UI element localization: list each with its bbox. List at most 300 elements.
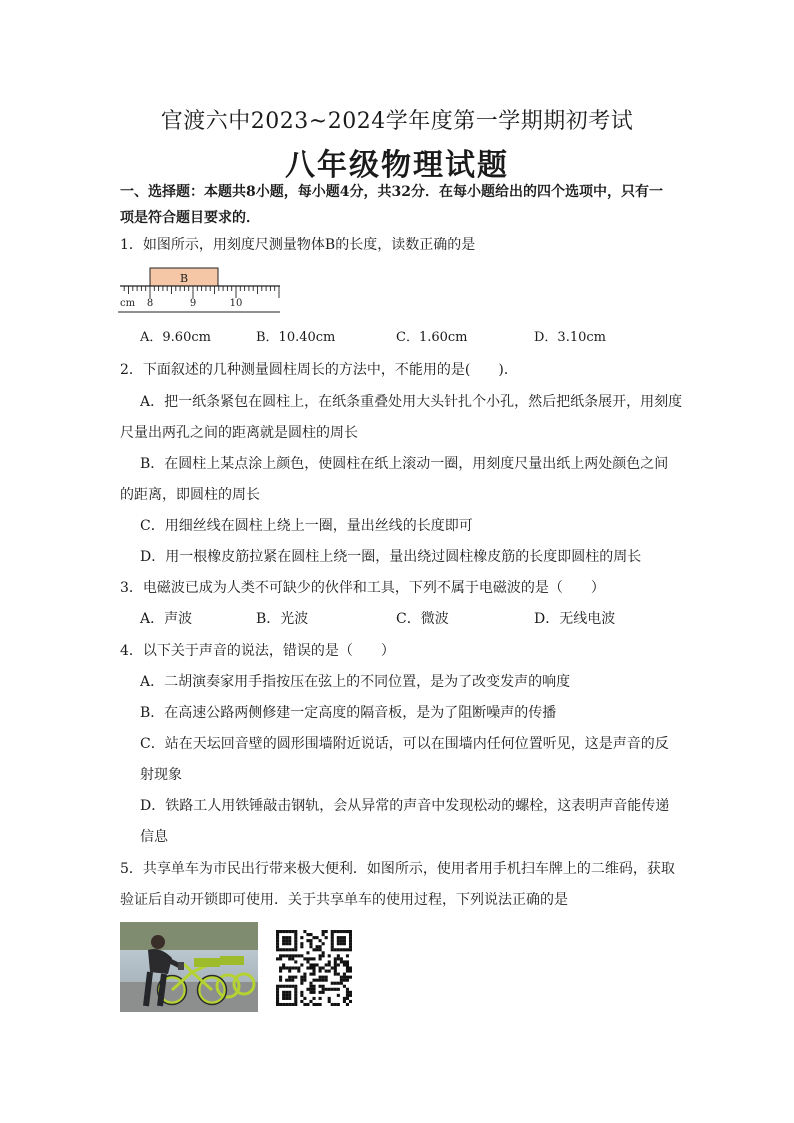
shared-bike-photo xyxy=(120,922,258,1012)
qr-module xyxy=(294,994,297,997)
qr-module xyxy=(276,957,279,960)
qr-module xyxy=(276,997,279,1000)
qr-module xyxy=(322,951,325,954)
qr-module xyxy=(279,970,282,973)
qr-module xyxy=(322,933,325,936)
qr-module xyxy=(331,966,334,969)
qr-module xyxy=(309,945,312,948)
qr-module xyxy=(276,991,279,994)
question-1-stem: 1．如图所示，用刻度尺测量物体B的长度，读数正确的是 xyxy=(120,237,476,253)
qr-module xyxy=(346,988,349,991)
qr-module xyxy=(285,939,288,942)
qr-module xyxy=(276,948,279,951)
qr-module xyxy=(294,991,297,994)
unit-label: cm xyxy=(120,298,136,309)
q4-option-c: C．站在天坛回音壁的圆形围墙附近说话，可以在围墙内任何位置听见，这是声音的反 xyxy=(140,736,669,752)
qr-module xyxy=(300,936,303,939)
qr-module xyxy=(325,930,328,933)
qr-module xyxy=(282,936,285,939)
qr-module xyxy=(294,1000,297,1003)
qr-module xyxy=(312,1003,315,1006)
q3-option-a: A．声波 xyxy=(140,611,193,627)
qr-module xyxy=(300,979,303,982)
qr-module xyxy=(328,997,331,1000)
qr-module xyxy=(349,939,352,942)
qr-module xyxy=(276,945,279,948)
qr-module xyxy=(309,982,312,985)
qr-module xyxy=(282,930,285,933)
qr-module xyxy=(340,979,343,982)
q1-option-b: B．10.40cm xyxy=(256,330,336,345)
q1-option-c: C．1.60cm xyxy=(396,330,468,345)
qr-module xyxy=(346,963,349,966)
qr-module xyxy=(334,988,337,991)
qr-module xyxy=(285,936,288,939)
qr-module xyxy=(343,997,346,1000)
qr-module xyxy=(309,973,312,976)
qr-module xyxy=(288,942,291,945)
qr-module xyxy=(319,957,322,960)
qr-module xyxy=(294,954,297,957)
qr-module xyxy=(276,930,279,933)
qr-module xyxy=(325,963,328,966)
qr-module xyxy=(346,960,349,963)
qr-module xyxy=(276,1003,279,1006)
qr-module xyxy=(328,970,331,973)
qr-module xyxy=(343,979,346,982)
qr-module xyxy=(316,945,319,948)
qr-module xyxy=(319,1003,322,1006)
tick-label-10: 10 xyxy=(229,298,243,309)
qr-module xyxy=(349,994,352,997)
qr-module xyxy=(282,948,285,951)
qr-module xyxy=(309,991,312,994)
qr-module xyxy=(322,991,325,994)
qr-module xyxy=(334,957,337,960)
qr-module xyxy=(312,936,315,939)
qr-module xyxy=(288,954,291,957)
qr-module xyxy=(343,948,346,951)
qr-module xyxy=(291,1003,294,1006)
qr-module xyxy=(303,957,306,960)
qr-module xyxy=(294,933,297,936)
q3-option-c: C．微波 xyxy=(396,611,449,627)
qr-module xyxy=(346,954,349,957)
qr-module xyxy=(276,988,279,991)
qr-module xyxy=(328,954,331,957)
qr-module xyxy=(291,948,294,951)
qr-module xyxy=(337,936,340,939)
qr-module xyxy=(331,948,334,951)
qr-module xyxy=(349,976,352,979)
qr-module xyxy=(291,957,294,960)
question-4-stem: 4．以下关于声音的说法，错误的是（ ） xyxy=(120,643,395,659)
qr-module xyxy=(319,985,322,988)
qr-module xyxy=(288,991,291,994)
qr-module xyxy=(346,930,349,933)
qr-module xyxy=(322,930,325,933)
qr-module xyxy=(322,966,325,969)
qr-module xyxy=(316,936,319,939)
qr-module xyxy=(343,936,346,939)
qr-module xyxy=(337,973,340,976)
qr-module xyxy=(312,997,315,1000)
qr-module xyxy=(285,930,288,933)
qr-module xyxy=(312,979,315,982)
qr-module xyxy=(325,970,328,973)
qr-module xyxy=(282,939,285,942)
qr-module xyxy=(306,988,309,991)
qr-module xyxy=(294,985,297,988)
qr-module xyxy=(294,939,297,942)
qr-module xyxy=(294,976,297,979)
qr-module xyxy=(319,970,322,973)
qr-module xyxy=(346,948,349,951)
qr-module xyxy=(309,985,312,988)
qr-module xyxy=(340,982,343,985)
q4-option-d-cont: 信息 xyxy=(140,829,168,845)
qr-module xyxy=(276,942,279,945)
qr-module xyxy=(340,936,343,939)
qr-module xyxy=(334,970,337,973)
qr-module xyxy=(297,954,300,957)
qr-module xyxy=(285,1003,288,1006)
qr-module xyxy=(334,973,337,976)
qr-module xyxy=(319,979,322,982)
qr-module xyxy=(349,1000,352,1003)
qr-module xyxy=(316,1003,319,1006)
qr-module xyxy=(306,951,309,954)
q3-option-d: D．无线电波 xyxy=(534,611,616,627)
qr-module xyxy=(288,939,291,942)
qr-module xyxy=(282,997,285,1000)
qr-module xyxy=(349,930,352,933)
qr-module xyxy=(337,957,340,960)
qr-module xyxy=(312,957,315,960)
qr-module xyxy=(319,945,322,948)
qr-module xyxy=(312,966,315,969)
qr-module xyxy=(349,942,352,945)
qr-module xyxy=(276,933,279,936)
qr-module xyxy=(276,994,279,997)
qr-module xyxy=(331,936,334,939)
qr-module xyxy=(319,948,322,951)
qr-module xyxy=(300,945,303,948)
qr-module xyxy=(279,966,282,969)
qr-module xyxy=(312,970,315,973)
qr-module xyxy=(276,985,279,988)
qr-module xyxy=(303,973,306,976)
qr-module xyxy=(340,957,343,960)
qr-module xyxy=(328,1000,331,1003)
qr-module xyxy=(279,976,282,979)
q4-option-c-cont: 射现象 xyxy=(140,767,182,783)
qr-module xyxy=(312,988,315,991)
qr-module xyxy=(349,970,352,973)
qr-module xyxy=(303,997,306,1000)
qr-module xyxy=(346,994,349,997)
qr-module xyxy=(282,994,285,997)
qr-module xyxy=(279,930,282,933)
qr-module xyxy=(337,988,340,991)
qr-module xyxy=(319,939,322,942)
qr-module xyxy=(331,933,334,936)
object-b-label: B xyxy=(179,272,189,285)
qr-module xyxy=(316,979,319,982)
qr-module xyxy=(334,948,337,951)
qr-module xyxy=(303,930,306,933)
qr-module xyxy=(343,960,346,963)
qr-module xyxy=(349,945,352,948)
qr-module xyxy=(340,976,343,979)
qr-module xyxy=(285,948,288,951)
q2-option-a-cont: 尺量出两孔之间的距离就是圆柱的周长 xyxy=(120,425,358,441)
qr-module xyxy=(331,939,334,942)
q3-option-b: B．光波 xyxy=(256,611,309,627)
qr-module xyxy=(297,966,300,969)
ruler-ticks xyxy=(124,286,279,298)
qr-module xyxy=(334,960,337,963)
section-heading: 一、选择题：本题共8小题，每小题4分，共32分．在每小题给出的四个选项中，只有一 xyxy=(120,184,663,200)
qr-module xyxy=(306,933,309,936)
qr-module xyxy=(337,954,340,957)
qr-module xyxy=(328,960,331,963)
qr-module xyxy=(285,997,288,1000)
qr-module xyxy=(331,1003,334,1006)
q4-option-a: A．二胡演奏家用手指按压在弦上的不同位置，是为了改变发声的响度 xyxy=(140,674,571,690)
qr-module xyxy=(294,966,297,969)
qr-module xyxy=(349,966,352,969)
qr-module xyxy=(337,942,340,945)
qr-module xyxy=(285,966,288,969)
qr-module xyxy=(294,936,297,939)
q2-option-a: A．把一纸条紧包在圆柱上，在纸条重叠处用大头针扎个小孔，然后把纸条展开，用刻度 xyxy=(140,394,683,410)
qr-module xyxy=(300,1000,303,1003)
qr-module xyxy=(288,970,291,973)
qr-module xyxy=(294,948,297,951)
qr-module xyxy=(312,948,315,951)
q2-option-c: C．用细丝线在圆柱上绕上一圈，量出丝线的长度即可 xyxy=(140,518,473,534)
qr-module xyxy=(322,976,325,979)
qr-module xyxy=(343,985,346,988)
qr-module xyxy=(300,991,303,994)
section-heading-cont: 项是符合题目要求的． xyxy=(120,210,260,226)
qr-module xyxy=(282,985,285,988)
qr-module xyxy=(334,966,337,969)
qr-module xyxy=(285,994,288,997)
qr-module xyxy=(300,942,303,945)
qr-module xyxy=(309,966,312,969)
qr-module xyxy=(349,948,352,951)
qr-module xyxy=(312,991,315,994)
qr-module xyxy=(316,948,319,951)
qr-module xyxy=(309,988,312,991)
qr-module xyxy=(288,976,291,979)
qr-module xyxy=(291,930,294,933)
qr-module xyxy=(328,963,331,966)
qr-module xyxy=(294,942,297,945)
qr-module xyxy=(306,957,309,960)
exam-header: 官渡六中2023~2024学年度第一学期期初考试 xyxy=(160,109,634,134)
qr-module xyxy=(346,966,349,969)
qr-module xyxy=(340,939,343,942)
q2-option-b: B．在圆柱上某点涂上颜色，使圆柱在纸上滚动一圈，用刻度尺量出纸上两处颜色之间 xyxy=(140,456,669,472)
qr-module xyxy=(337,939,340,942)
tick-label-8: 8 xyxy=(146,298,154,309)
qr-module xyxy=(309,942,312,945)
qr-module xyxy=(288,1003,291,1006)
q1-option-d: D．3.10cm xyxy=(534,330,606,345)
qr-module xyxy=(343,1000,346,1003)
qr-module xyxy=(325,936,328,939)
qr-module xyxy=(288,985,291,988)
tick-label-9: 9 xyxy=(189,298,197,309)
qr-module xyxy=(319,976,322,979)
qr-module xyxy=(309,957,312,960)
qr-module xyxy=(325,979,328,982)
qr-module xyxy=(288,997,291,1000)
qr-module xyxy=(285,942,288,945)
qr-module xyxy=(291,966,294,969)
qr-module xyxy=(291,985,294,988)
qr-module xyxy=(343,963,346,966)
qr-module xyxy=(300,963,303,966)
qr-module xyxy=(322,985,325,988)
qr-module xyxy=(288,936,291,939)
q4-option-b: B．在高速公路两侧修建一定高度的隔音板，是为了阻断噪声的传播 xyxy=(140,705,557,721)
qr-module xyxy=(282,942,285,945)
qr-module xyxy=(309,963,312,966)
qr-module xyxy=(291,979,294,982)
qr-module xyxy=(334,930,337,933)
qr-module xyxy=(285,985,288,988)
q2-option-d: D．用一根橡皮筋拉紧在圆柱上绕一圈，量出绕过圆柱橡皮筋的长度即圆柱的周长 xyxy=(140,549,642,565)
qr-module xyxy=(340,942,343,945)
qr-module xyxy=(334,1003,337,1006)
qr-module xyxy=(346,997,349,1000)
qr-module xyxy=(294,988,297,991)
qr-module xyxy=(319,966,322,969)
qr-module xyxy=(294,930,297,933)
qr-module xyxy=(312,973,315,976)
qr-module xyxy=(331,945,334,948)
qr-module xyxy=(331,988,334,991)
qr-module xyxy=(337,982,340,985)
qr-module xyxy=(291,954,294,957)
qr-module xyxy=(346,1003,349,1006)
qr-module xyxy=(319,991,322,994)
qr-module xyxy=(306,939,309,942)
qr-module xyxy=(337,1003,340,1006)
qr-module xyxy=(349,991,352,994)
qr-module xyxy=(334,982,337,985)
qr-module xyxy=(319,997,322,1000)
qr-module xyxy=(285,954,288,957)
question-5-stem-cont: 验证后自动开锁即可使用．关于共享单车的使用过程，下列说法正确的是 xyxy=(120,892,568,908)
qr-code-image xyxy=(276,930,352,1006)
qr-module xyxy=(340,960,343,963)
qr-module xyxy=(285,979,288,982)
qr-module xyxy=(300,954,303,957)
qr-module xyxy=(349,933,352,936)
qr-module xyxy=(282,1003,285,1006)
qr-module xyxy=(279,985,282,988)
qr-module xyxy=(343,942,346,945)
qr-module xyxy=(282,954,285,957)
qr-module xyxy=(337,930,340,933)
qr-module xyxy=(337,963,340,966)
qr-module xyxy=(340,930,343,933)
qr-module xyxy=(337,948,340,951)
qr-module xyxy=(349,936,352,939)
qr-module xyxy=(279,957,282,960)
qr-module xyxy=(294,960,297,963)
qr-module xyxy=(288,957,291,960)
qr-module xyxy=(343,930,346,933)
qr-module xyxy=(276,936,279,939)
qr-module xyxy=(303,976,306,979)
qr-module xyxy=(316,963,319,966)
qr-module xyxy=(279,979,282,982)
qr-module xyxy=(343,973,346,976)
qr-module xyxy=(325,976,328,979)
qr-module xyxy=(312,963,315,966)
qr-module xyxy=(309,939,312,942)
qr-module xyxy=(346,979,349,982)
exam-title: 八年级物理试题 xyxy=(285,148,509,183)
qr-module xyxy=(343,976,346,979)
qr-module xyxy=(325,988,328,991)
qr-module xyxy=(288,994,291,997)
qr-module xyxy=(294,1003,297,1006)
qr-module xyxy=(340,948,343,951)
question-2-stem: 2．下面叙述的几种测量圆柱周长的方法中，不能用的是( )． xyxy=(120,362,518,378)
qr-module xyxy=(306,960,309,963)
q2-option-b-cont: 的距离，即圆柱的周长 xyxy=(120,487,260,503)
qr-module xyxy=(288,979,291,982)
qr-module xyxy=(303,979,306,982)
qr-module xyxy=(331,930,334,933)
qr-module xyxy=(288,930,291,933)
qr-module xyxy=(343,939,346,942)
qr-module xyxy=(309,933,312,936)
qr-module xyxy=(300,982,303,985)
qr-module xyxy=(346,991,349,994)
qr-module xyxy=(300,994,303,997)
qr-module xyxy=(331,942,334,945)
qr-module xyxy=(346,970,349,973)
qr-module xyxy=(279,1003,282,1006)
qr-module xyxy=(279,954,282,957)
qr-module xyxy=(294,945,297,948)
ruler-figure xyxy=(118,265,288,317)
qr-module xyxy=(306,966,309,969)
q1-option-a: A．9.60cm xyxy=(140,330,211,345)
qr-module xyxy=(322,942,325,945)
qr-module xyxy=(288,966,291,969)
qr-module xyxy=(282,966,285,969)
qr-module xyxy=(331,982,334,985)
question-3-stem: 3．电磁波已成为人类不可缺少的伙伴和工具，下列不属于电磁波的是（ ） xyxy=(120,580,605,596)
qr-module xyxy=(319,954,322,957)
qr-module xyxy=(300,976,303,979)
qr-module xyxy=(291,976,294,979)
qr-module xyxy=(294,997,297,1000)
q4-option-d: D．铁路工人用铁锤敲击钢轨，会从异常的声音中发现松动的螺栓，这表明声音能传递 xyxy=(140,798,670,814)
qr-module xyxy=(328,988,331,991)
qr-module xyxy=(322,954,325,957)
qr-module xyxy=(337,994,340,997)
